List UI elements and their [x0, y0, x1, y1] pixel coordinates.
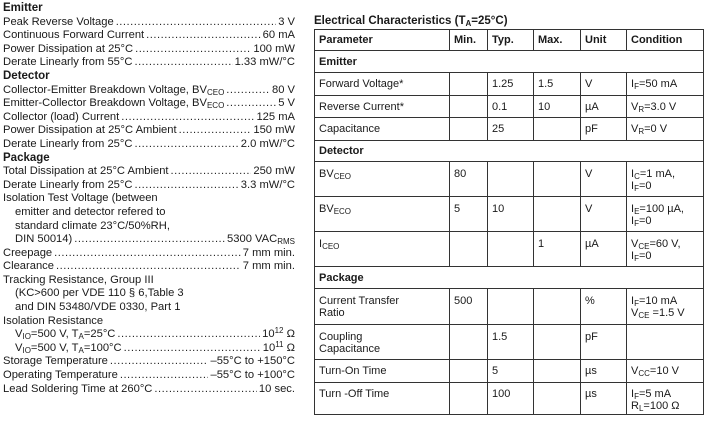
rating-label: Peak Reverse Voltage — [3, 15, 114, 28]
cell-typ — [488, 289, 534, 325]
cell-parameter: Capacitance — [315, 118, 450, 141]
cell-condition: $V_{CC}=10$ V — [627, 360, 704, 383]
rating-text-line: and DIN 53480/VDE 0330, Part 1 — [15, 301, 181, 314]
cell-min: 500 — [450, 289, 488, 325]
cell-unit: V — [581, 73, 627, 96]
cell-parameter: Turn -Off Time — [315, 383, 450, 415]
cell-condition: $I_F=10$ mA $V_{CE} =1.5$ V — [627, 289, 704, 325]
cell-min — [450, 360, 488, 383]
rating-value: 250 mW — [253, 165, 295, 178]
cell-typ: 100 — [488, 383, 534, 415]
cell-parameter: $I_{CEO}$ — [315, 232, 450, 267]
rating-label-subscript: A — [78, 332, 84, 342]
rating-label: Operating Temperature — [3, 369, 118, 382]
header-min: Min. — [450, 30, 488, 51]
cell-condition — [627, 325, 704, 360]
cell-typ — [488, 232, 534, 267]
cell-unit: V — [581, 162, 627, 197]
cell-typ: 25 — [488, 118, 534, 141]
characteristics-table — [314, 29, 704, 415]
rating-row — [3, 383, 295, 397]
rating-row — [3, 97, 295, 111]
rating-value: 3 V — [278, 15, 295, 28]
rating-value-exponent: 11 — [275, 339, 284, 349]
rating-value: 1.33 mW/°C — [234, 56, 295, 69]
table-row — [315, 162, 704, 197]
table-row — [315, 232, 704, 267]
cell-min: 5 — [450, 197, 488, 232]
cell-parameter: Coupling Capacitance — [315, 325, 450, 360]
section-row — [315, 51, 704, 73]
rating-row — [3, 111, 295, 125]
rating-text-line: standard climate 23°C/50%RH, — [15, 219, 170, 232]
rating-row — [3, 339, 295, 356]
rating-label: Storage Temperature — [3, 355, 108, 368]
table-row — [315, 96, 704, 118]
cell-max — [534, 325, 581, 360]
cell-unit: µs — [581, 383, 627, 415]
rating-label-subscript: A — [78, 345, 84, 355]
cell-typ: 1.5 — [488, 325, 534, 360]
table-row — [315, 73, 704, 96]
table-row — [315, 325, 704, 360]
cell-condition: $I_C=1$ mA, $I_F=0$ — [627, 162, 704, 197]
cell-min — [450, 232, 488, 267]
rating-label-subscript: IO — [22, 345, 31, 355]
cell-min — [450, 73, 488, 96]
rating-row — [3, 179, 295, 193]
rating-row — [3, 16, 295, 30]
rating-value: 10 — [262, 328, 275, 341]
table-title-text: =25°C) — [471, 15, 508, 27]
rating-label: =500 V, T — [30, 328, 79, 341]
rating-row — [3, 247, 295, 261]
emitter-heading: Emitter — [3, 2, 43, 14]
table-title — [314, 13, 703, 29]
cell-min — [450, 118, 488, 141]
rating-value: 5300 VAC — [227, 233, 278, 246]
rating-row — [3, 138, 295, 152]
rating-label: Power Dissipation at 25°C — [3, 42, 134, 55]
rating-label: Creepage — [3, 246, 53, 259]
rating-value: 150 mW — [253, 124, 295, 137]
rating-text-line: Isolation Resistance — [3, 314, 104, 327]
rating-value-subscript: RMS — [277, 237, 295, 247]
cell-unit: µA — [581, 96, 627, 118]
rating-text-line: Isolation Test Voltage (between — [3, 192, 158, 205]
cell-max: 1 — [534, 232, 581, 267]
cell-min — [450, 325, 488, 360]
table-row — [315, 289, 704, 325]
cell-typ: 5 — [488, 360, 534, 383]
rating-value: 10 sec. — [258, 382, 295, 395]
rating-value: 3.3 mW/°C — [240, 178, 295, 191]
cell-unit: µs — [581, 360, 627, 383]
header-parameter: Parameter — [315, 30, 450, 51]
cell-max — [534, 289, 581, 325]
rating-text-line: emitter and detector refered to — [15, 205, 166, 218]
rating-text-line: Tracking Resistance, Group III — [3, 273, 154, 286]
cell-unit: % — [581, 289, 627, 325]
rating-value: 125 mA — [256, 110, 295, 123]
rating-row — [3, 29, 295, 43]
absolute-ratings-list — [3, 2, 295, 396]
rating-value: 7 mm min. — [242, 260, 295, 273]
rating-row — [3, 124, 295, 138]
rating-label: Emitter-Collector Breakdown Voltage, BV — [3, 97, 207, 110]
cell-min — [450, 96, 488, 118]
rating-value-unit: Ω — [283, 341, 295, 354]
rating-row — [3, 56, 295, 70]
cell-max — [534, 162, 581, 197]
table-header-row — [315, 30, 704, 51]
rating-label: Collector-Emitter Breakdown Voltage, BV — [3, 83, 207, 96]
header-max: Max. — [534, 30, 581, 51]
rating-value: 100 mW — [253, 42, 295, 55]
table-row — [315, 118, 704, 141]
section-row — [315, 267, 704, 289]
rating-row — [3, 260, 295, 274]
rating-label: Lead Soldering Time at 260°C — [3, 382, 153, 395]
table-row — [315, 197, 704, 232]
cell-unit: µA — [581, 232, 627, 267]
cell-typ: 10 — [488, 197, 534, 232]
rating-row — [3, 355, 295, 369]
rating-label: Collector (load) Current — [3, 110, 120, 123]
table-title-text: Electrical Characteristics (T — [314, 15, 466, 27]
section-emitter: Emitter — [315, 51, 704, 73]
rating-row — [3, 233, 295, 247]
cell-condition: $V_R=3.0$ V — [627, 96, 704, 118]
header-condition: Condition — [627, 30, 704, 51]
cell-unit: V — [581, 197, 627, 232]
cell-max: 1.5 — [534, 73, 581, 96]
rating-value: 5 V — [278, 97, 295, 110]
cell-condition: $V_R=0$ V — [627, 118, 704, 141]
cell-max — [534, 197, 581, 232]
cell-parameter: Reverse Current* — [315, 96, 450, 118]
cell-min — [450, 383, 488, 415]
table-row — [315, 360, 704, 383]
rating-text-line: (KC>600 per VDE 110 § 6,Table 3 — [15, 287, 184, 300]
header-typ: Typ. — [488, 30, 534, 51]
rating-value: 2.0 mW/°C — [240, 137, 295, 150]
rating-label: Total Dissipation at 25°C Ambient — [3, 165, 169, 178]
rating-row — [3, 84, 295, 98]
table-title-subscript: A — [465, 19, 472, 28]
rating-value-unit: Ω — [283, 328, 295, 341]
header-unit: Unit — [581, 30, 627, 51]
rating-label: Clearance — [3, 260, 54, 273]
package-heading: Package — [3, 151, 50, 164]
cell-max — [534, 383, 581, 415]
cell-min: 80 — [450, 162, 488, 197]
rating-label: V — [15, 341, 23, 354]
rating-value: –55°C to +150°C — [210, 355, 295, 368]
rating-value: 10 — [262, 341, 276, 354]
cell-unit: pF — [581, 325, 627, 360]
cell-parameter: $BV_{ECO}$ — [315, 197, 450, 232]
cell-condition: $V_{CE}=60$ V, $I_F=0$ — [627, 232, 704, 267]
section-detector: Detector — [315, 141, 704, 162]
detector-heading: Detector — [3, 69, 50, 82]
rating-value: –55°C to +100°C — [210, 369, 295, 382]
cell-parameter: Forward Voltage* — [315, 73, 450, 96]
table-row — [315, 383, 704, 415]
rating-label: Derate Linearly from 55°C — [3, 56, 133, 69]
rating-label: Power Dissipation at 25°C Ambient — [3, 124, 177, 137]
cell-max — [534, 118, 581, 141]
rating-label: =500 V, T — [30, 341, 79, 354]
cell-typ: 1.25 — [488, 73, 534, 96]
cell-condition: $I_F=50$ mA — [627, 73, 704, 96]
cell-parameter: Turn-On Time — [315, 360, 450, 383]
cell-unit: pF — [581, 118, 627, 141]
rating-row — [3, 328, 295, 342]
rating-label: Derate Linearly from 25°C — [3, 178, 133, 191]
rating-label: Derate Linearly from 25°C — [3, 137, 133, 150]
rating-value: 80 V — [271, 83, 295, 96]
rating-label: V — [15, 328, 23, 341]
section-package: Package — [315, 267, 704, 289]
rating-label: DIN 50014) — [15, 233, 73, 246]
cell-max: 10 — [534, 96, 581, 118]
cell-condition: $I_F=5$ mA $R_L=100$ Ω — [627, 383, 704, 415]
cell-parameter: Current Transfer Ratio — [315, 289, 450, 325]
rating-label: =25°C — [83, 328, 116, 341]
rating-value-exponent: 12 — [274, 326, 284, 336]
rating-row — [3, 165, 295, 179]
electrical-characteristics — [314, 13, 703, 415]
section-row — [315, 141, 704, 162]
rating-label-subscript: ECO — [206, 101, 225, 111]
cell-condition: $I_E=100$ µA, $I_F=0$ — [627, 197, 704, 232]
rating-value: 7 mm min. — [242, 246, 295, 259]
cell-parameter: $BV_{CEO}$ — [315, 162, 450, 197]
rating-row — [3, 369, 295, 383]
rating-label-subscript: IO — [22, 332, 31, 342]
rating-label: Continuous Forward Current — [3, 29, 145, 42]
cell-typ — [488, 162, 534, 197]
cell-typ: 0.1 — [488, 96, 534, 118]
rating-value: 60 mA — [262, 29, 295, 42]
rating-label-subscript: CEO — [206, 87, 225, 97]
rating-row — [3, 43, 295, 57]
cell-max — [534, 360, 581, 383]
rating-label: =100°C — [83, 341, 122, 354]
